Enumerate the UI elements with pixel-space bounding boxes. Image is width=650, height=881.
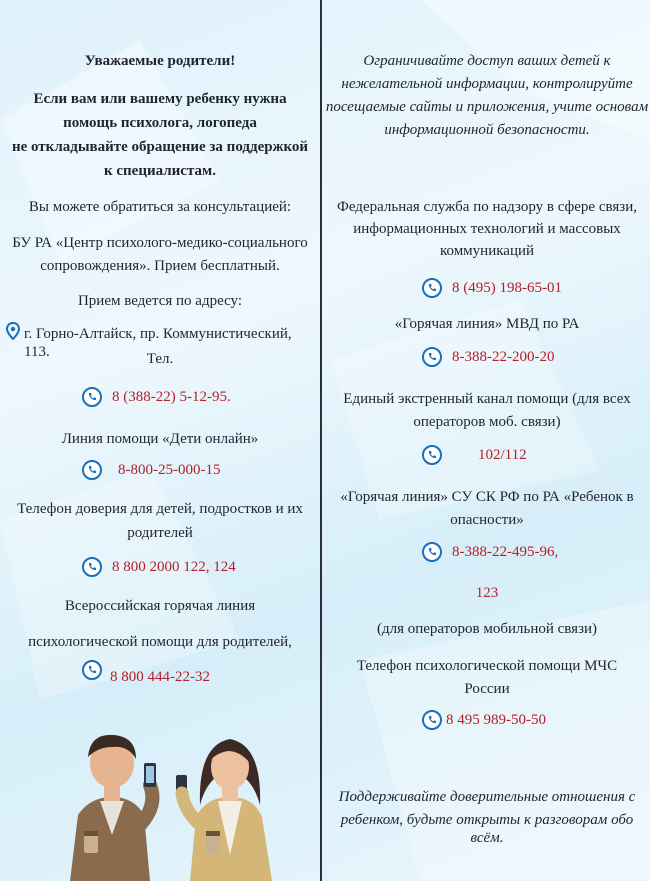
left-org-1: БУ РА «Центр психолого-медико-социального: [12, 235, 308, 251]
right-outro-1: Поддерживайте доверительные отношения с: [338, 789, 636, 805]
right-mchs-1: Телефон психологической помощи МЧС: [356, 658, 618, 674]
left-hotline-2: психологической помощи для родителей,: [28, 634, 292, 650]
left-intro-1: Если вам или вашему ребенку нужна: [33, 91, 287, 107]
phone-icon: [422, 710, 442, 730]
right-sk-2: опасности»: [450, 512, 524, 528]
phone-icon: [422, 542, 442, 562]
left-trust-1: Телефон доверия для детей, подростков и их: [17, 501, 303, 517]
left-phone-2[interactable]: 8-800-25-000-15: [118, 461, 221, 478]
right-sk-1: «Горячая линия» СУ СК РФ по РА «Ребенок в: [340, 489, 634, 505]
left-phone-4[interactable]: 8 800 444-22-32: [110, 669, 210, 685]
right-phone-1[interactable]: 8 (495) 198-65-01: [452, 279, 562, 296]
left-intro-3: не откладывайте обращение за поддержкой: [11, 139, 309, 155]
right-intro-3: посещаемые сайты и приложения, учите основам: [325, 99, 649, 115]
left-trust-2: родителей: [127, 525, 193, 541]
left-phone-3-row: [82, 557, 236, 577]
left-address-title: Прием ведется по адресу:: [77, 293, 243, 309]
phone-icon: [422, 347, 442, 367]
right-phone-1-row: [422, 278, 562, 298]
left-consult: Вы можете обратиться за консультацией:: [28, 199, 292, 215]
right-emergency-1: Единый экстренный канал помощи (для всех: [343, 391, 631, 407]
left-line2-label: Линия помощи «Дети онлайн»: [61, 431, 259, 447]
people-with-phones-illustration: [40, 705, 300, 881]
right-phone-2[interactable]: 8-388-22-200-20: [452, 348, 555, 365]
left-phone-2-row: [82, 460, 220, 480]
right-phone-5-row: [422, 710, 546, 730]
left-tel-label: Тел.: [146, 351, 174, 367]
phone-icon: [82, 387, 102, 407]
right-fed-1: Федеральная служба по надзору в сфере связи,: [337, 199, 637, 215]
left-org-2: сопровождения». Прием бесплатный.: [40, 258, 280, 274]
phone-icon: [422, 278, 442, 298]
right-fed-3: коммуникаций: [439, 243, 535, 259]
right-intro-2: нежелательной информации, контролируйте: [341, 76, 633, 92]
right-phone-4a[interactable]: 8-388-22-495-96,: [452, 543, 559, 560]
right-emergency-2: операторов моб. связи): [413, 414, 561, 430]
left-intro-4: к специалистам.: [103, 163, 216, 179]
left-phone-1[interactable]: 8 (388-22) 5-12-95.: [112, 388, 231, 405]
right-phone-5[interactable]: 8 495 989-50-50: [446, 711, 546, 728]
left-phone-1-row: [82, 387, 231, 407]
location-pin-icon: [6, 322, 20, 340]
left-heading: Уважаемые родители!: [84, 53, 236, 69]
right-intro-4: информационной безопасности.: [384, 122, 590, 138]
right-fed-2: информационных технологий и массовых: [353, 221, 621, 237]
right-phone-2-row: [422, 347, 554, 367]
right-phone-4-row: [422, 542, 558, 562]
left-phone-3[interactable]: 8 800 2000 122, 124: [112, 558, 236, 575]
right-intro-1: Ограничивайте доступ ваших детей к: [363, 53, 611, 69]
right-phone-3[interactable]: 102/112: [478, 446, 527, 463]
right-mvd-label: «Горячая линия» МВД по РА: [394, 316, 580, 332]
right-mobile-note: (для операторов мобильной связи): [376, 621, 598, 637]
phone-icon: [422, 445, 442, 465]
right-outro-2: ребенком, будьте открыты к разговорам обо всём.: [340, 812, 634, 846]
right-mchs-2: России: [464, 681, 510, 697]
right-phone-4b[interactable]: 123: [475, 585, 499, 601]
column-divider: [320, 0, 322, 881]
left-intro-2: помощь психолога, логопеда: [63, 115, 257, 131]
left-hotline-1: Всероссийская горячая линия: [64, 598, 256, 614]
left-address: г. Горно-Алтайск, пр. Коммунистический, 113.: [24, 326, 292, 360]
phone-icon: [82, 557, 102, 577]
right-phone-3-row: [422, 445, 527, 465]
phone-icon: [82, 460, 102, 480]
